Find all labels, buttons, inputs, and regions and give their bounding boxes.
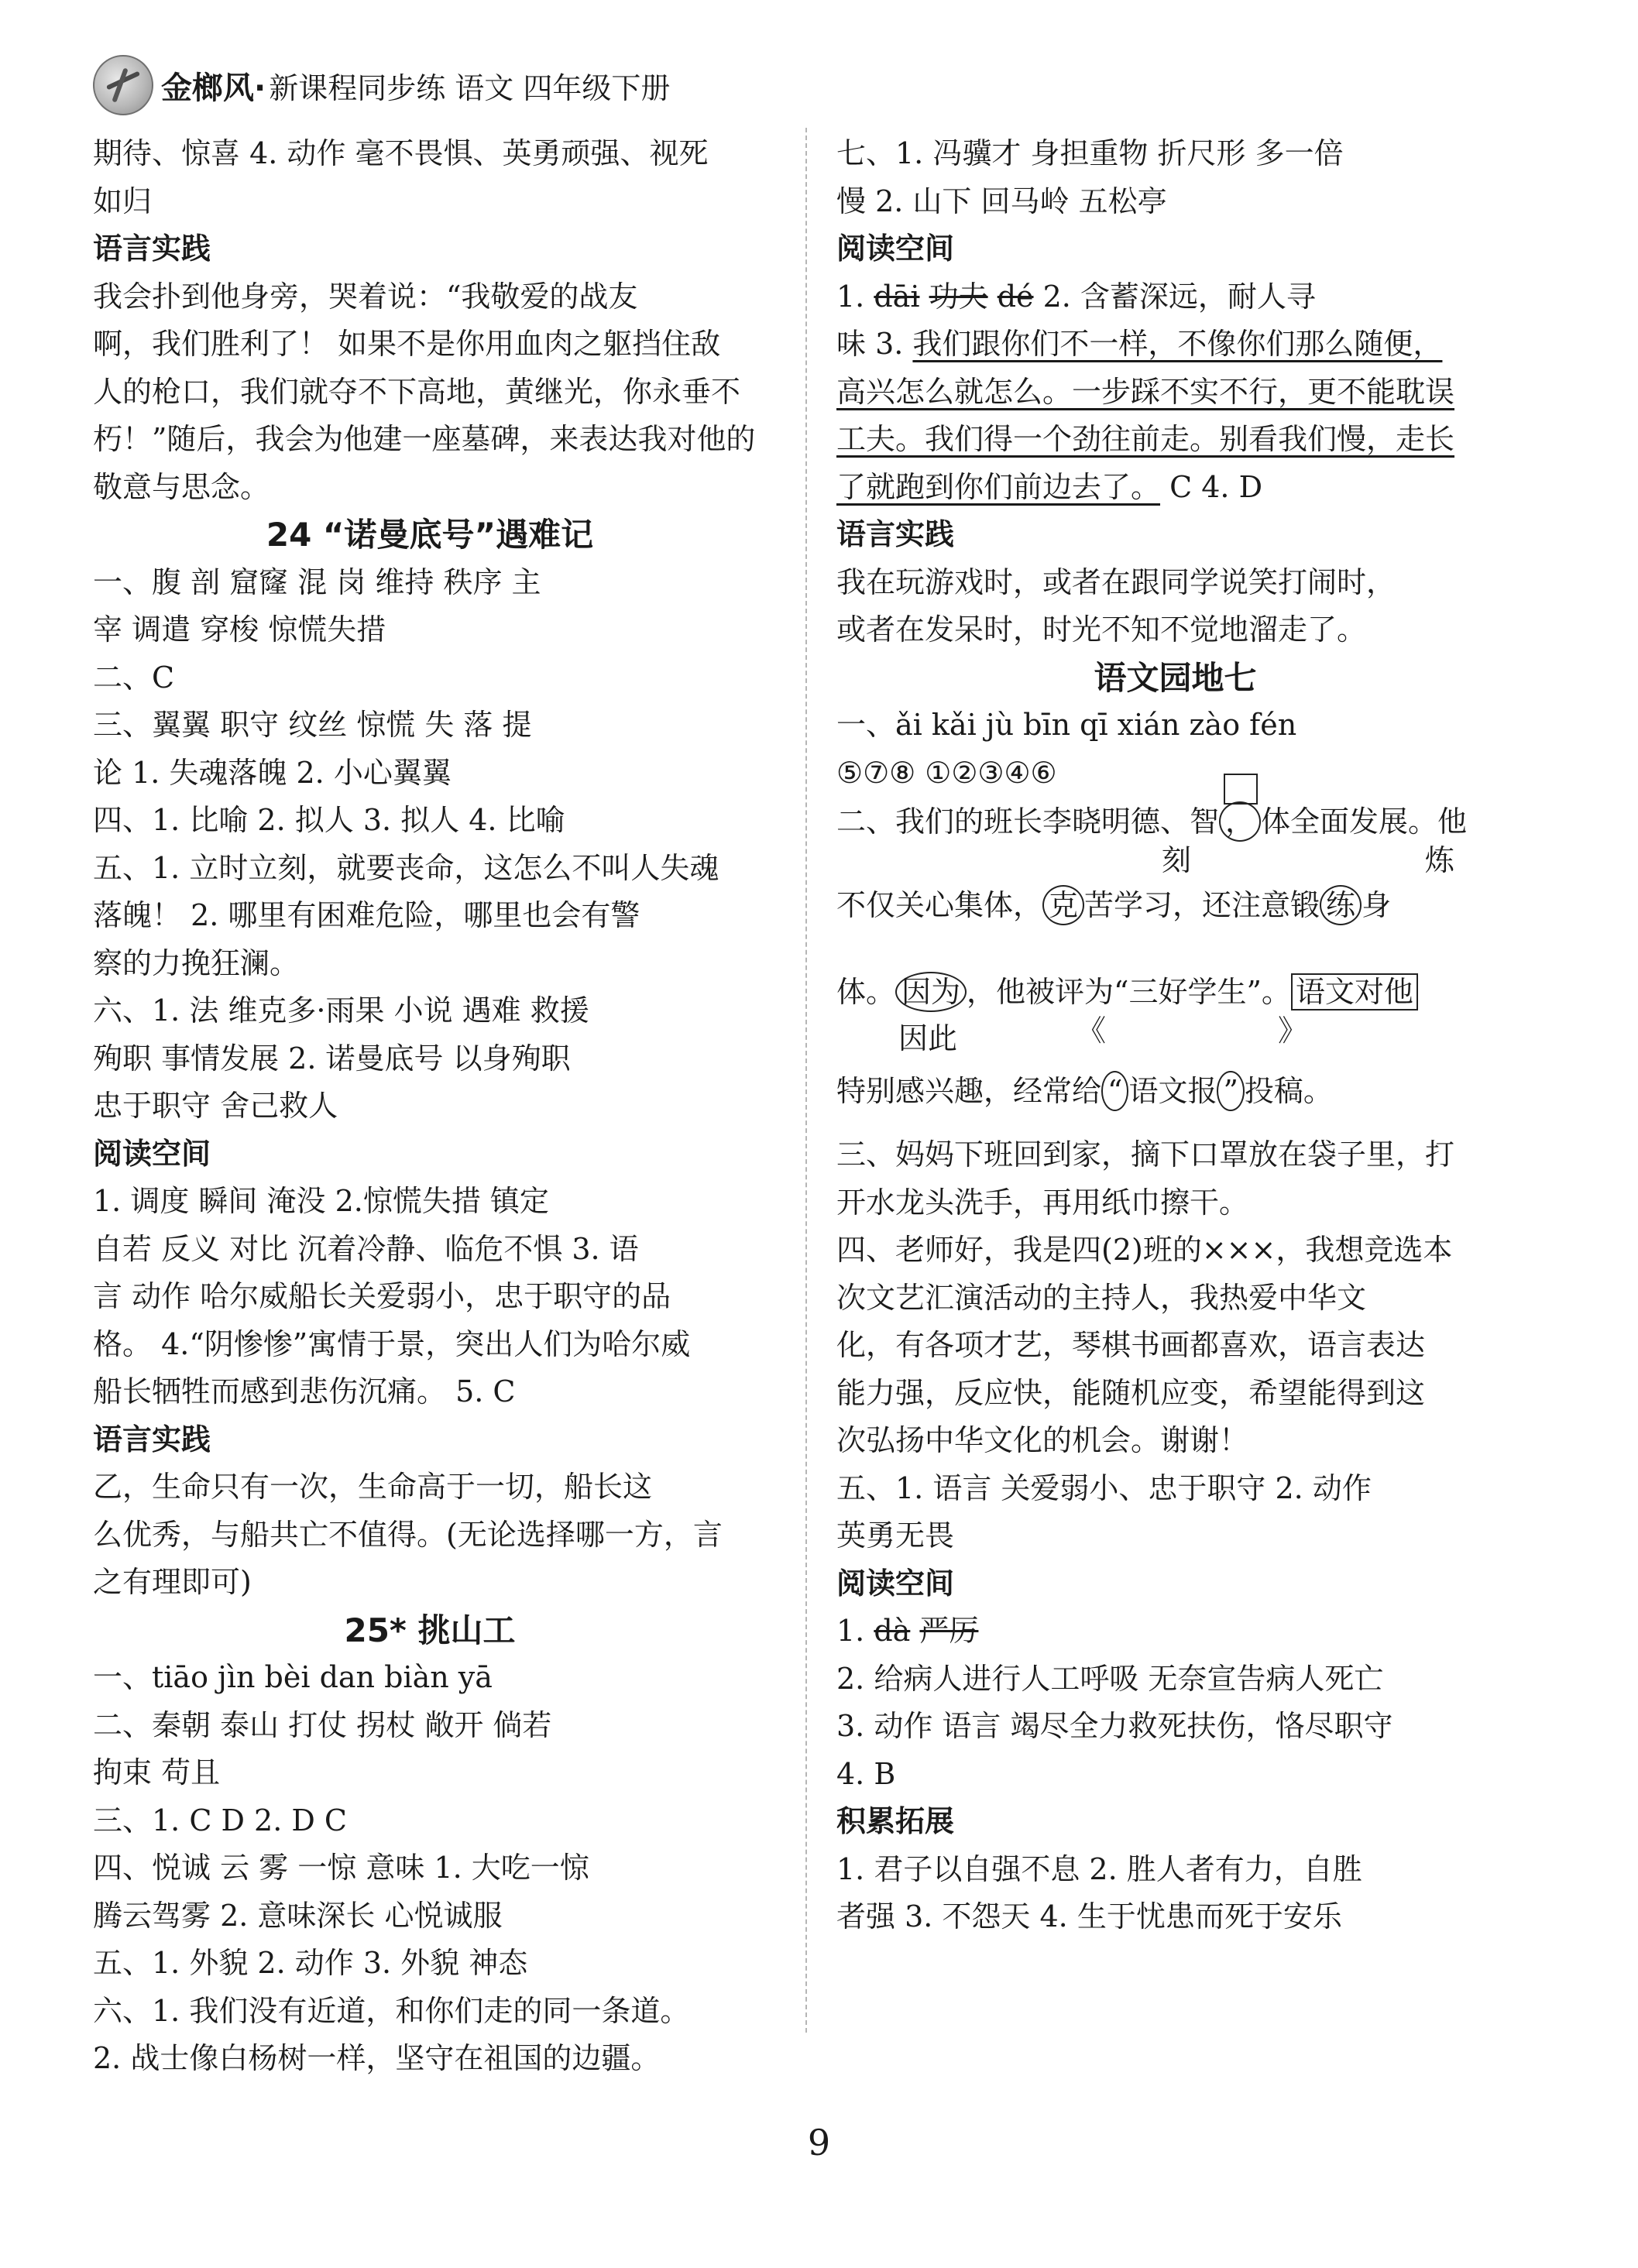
corrected-character-mark: 克	[1042, 885, 1084, 925]
line-part: 苦学习，还注意锻	[1084, 888, 1320, 922]
line-part: 1.	[836, 279, 874, 314]
inserted-quote-mark: ”	[1217, 1071, 1244, 1111]
text-line: 三、翼翼 职守 纹丝 惊慌 失 落 提	[93, 708, 532, 742]
text-line: 1. 调度 瞬间 淹没 2.惊慌失措 镇定	[93, 1184, 549, 1218]
line-part: 不仅关心集体，	[836, 888, 1043, 922]
text-line	[836, 798, 1467, 846]
line-part: 身	[1362, 888, 1392, 922]
text-line: 五、1. 外貌 2. 动作 3. 外貌 神态	[93, 1946, 528, 1980]
swap-order-mark: 语文对他	[1291, 973, 1418, 1010]
lesson-title: 24 “诺曼底号”遇难记	[266, 516, 594, 554]
struck-pinyin: dāi	[874, 279, 920, 314]
text-line: 2. 给病人进行人工呼吸 无奈宣告病人死亡	[836, 1661, 1384, 1696]
text-line: 敬意与思念。	[93, 469, 270, 504]
left-column	[93, 130, 767, 2083]
lesson-title: 25* 挑山工	[344, 1611, 516, 1649]
text-line	[836, 1068, 1333, 1116]
line-part: 特别感兴趣，经常给	[836, 1074, 1102, 1108]
lesson-title: 语文园地七	[1094, 658, 1257, 697]
text-line: ⑤⑦⑧ ①②③④⑥	[836, 755, 1057, 790]
text-line: 我在玩游戏时，或者在跟同学说笑打闹时，	[836, 564, 1396, 599]
inserted-character: 《	[1077, 1014, 1107, 1048]
text-line: 格。 4.“阴惨惨”寓情于景，突出人们为哈尔威	[93, 1326, 691, 1361]
text-line	[836, 464, 1514, 512]
proofreading-exercise	[836, 797, 1514, 1131]
struck-pinyin: dé	[997, 279, 1034, 314]
section-heading: 语言实践	[93, 232, 211, 266]
text-line: 论 1. 失魂落魄 2. 小心翼翼	[93, 755, 452, 790]
text-line: 1. 君子以自强不息 2. 胜人者有力，自胜	[836, 1851, 1362, 1886]
text-line: 或者在发呆时，时光不知不觉地溜走了。	[836, 612, 1367, 647]
section-heading: 阅读空间	[93, 1136, 211, 1171]
text-line	[836, 273, 1514, 321]
text-line: 拘束 苟且	[93, 1755, 221, 1789]
column-divider	[805, 128, 807, 2033]
corrected-character-mark: 练	[1320, 885, 1362, 925]
text-line: 者强 3. 不怨天 4. 生于忧患而死于安乐	[836, 1899, 1342, 1933]
text-line	[836, 969, 1418, 1017]
text-line: 六、1. 法 维克多·雨果 小说 遇难 救援	[93, 993, 589, 1028]
text-line: 一、腹 剖 窟窿 混 岗 维持 秩序 主	[93, 564, 541, 599]
brand-name: 金榔风·	[161, 70, 266, 106]
inserted-character: 》	[1278, 1014, 1308, 1048]
section-heading: 阅读空间	[836, 1566, 955, 1601]
line-part: C 4. D	[1160, 469, 1263, 504]
text-line: 腾云驾雾 2. 意味深长 心悦诚服	[93, 1898, 503, 1933]
text-line: 开水龙头洗手，再用纸巾擦干。	[836, 1185, 1249, 1220]
underlined-answer: 了就跑到你们前边去了。	[836, 469, 1161, 504]
inserted-word: 因此	[898, 1021, 958, 1055]
struck-word: 功夫	[929, 279, 988, 314]
line-part	[988, 280, 998, 314]
struck-pinyin: dà	[874, 1614, 911, 1648]
insert-box-mark	[1224, 774, 1258, 805]
line-part	[919, 280, 929, 314]
inserted-character: 炼	[1425, 843, 1455, 877]
page-header	[93, 54, 670, 116]
text-line: 英勇无畏	[836, 1518, 955, 1553]
section-heading: 语言实践	[93, 1422, 211, 1457]
text-line: 言 动作 哈尔威船长关爱弱小，忠于职守的品	[93, 1279, 671, 1313]
text-line: 乙，生命只有一次，生命高于一切，船长这	[93, 1470, 653, 1504]
underlined-answer: 高兴怎么就怎么。一步踩不实不行，更不能耽误	[836, 374, 1455, 409]
text-line: 之有理即可)	[93, 1565, 252, 1599]
line-part: 味 3.	[836, 327, 913, 361]
text-line: 二、秦朝 泰山 打仗 拐杖 敞开 倘若	[93, 1707, 552, 1742]
right-column	[836, 130, 1514, 1941]
underlined-answer: 工夫。我们得一个劲往前走。别看我们慢，走长	[836, 422, 1455, 456]
section-heading: 语言实践	[836, 517, 955, 551]
text-line: 一、tiāo jìn bèi dan biàn yā	[93, 1660, 493, 1694]
text-line: 四、1. 比喻 2. 拟人 3. 拟人 4. 比喻	[93, 803, 565, 837]
line-part: 体。	[836, 975, 896, 1009]
text-line: 四、悦诚 云 雾 一惊 意味 1. 大吃一惊	[93, 1851, 589, 1885]
text-line: 化，有各项才艺，琴棋书画都喜欢，语言表达	[836, 1328, 1426, 1362]
line-part: 体全面发展。他	[1261, 805, 1468, 839]
line-part: ，他被评为“三好学生”。	[967, 975, 1291, 1009]
text-line: 2. 战士像白杨树一样，坚守在祖国的边疆。	[93, 2041, 661, 2075]
underlined-answer: 我们跟你们不一样，不像你们那么随便，	[912, 327, 1443, 361]
corrected-word-mark: 因为	[895, 972, 967, 1012]
text-line: 次弘扬中华文化的机会。谢谢！	[836, 1423, 1249, 1457]
text-line: 五、1. 语言 关爱弱小、忠于职守 2. 动作	[836, 1470, 1372, 1505]
text-line: 慢 2. 山下 回马岭 五松亭	[836, 184, 1167, 218]
book-subtitle: 新课程同步练 语文 四年级下册	[269, 70, 671, 105]
text-line: 么优秀，与船共亡不值得。(无论选择哪一方，言	[93, 1517, 723, 1552]
text-line: 忠于职守 舍己救人	[93, 1089, 338, 1123]
text-line: 五、1. 立时立刻，就要丧命，这怎么不叫人失魂	[93, 850, 719, 885]
text-line: 能力强，反应快，能随机应变，希望能得到这	[836, 1375, 1426, 1410]
line-part	[910, 1614, 919, 1648]
text-line: 七、1. 冯骥才 身担重物 折尺形 多一倍	[836, 136, 1344, 170]
text-line: 人的枪口，我们就夺不下高地，黄继光，你永垂不	[93, 374, 741, 409]
text-line	[836, 1608, 1514, 1656]
line-part: 投稿。	[1244, 1074, 1333, 1108]
text-line: 四、老师好，我是四(2)班的×××，我想竞选本	[836, 1233, 1453, 1267]
text-line: 一、ǎi kǎi jù bīn qī xián zào fén	[836, 708, 1297, 742]
text-line: 殉职 事情发展 2. 诺曼底号 以身殉职	[93, 1041, 571, 1076]
text-line: 三、妈妈下班回到家，摘下口罩放在袋子里，打	[836, 1137, 1455, 1172]
text-line: 如归	[93, 184, 153, 218]
text-line: 落魄！ 2. 哪里有困难危险，哪里也会有警	[93, 898, 640, 932]
inserted-quote-mark: “	[1101, 1071, 1128, 1111]
line-part: 语文报	[1128, 1074, 1217, 1108]
text-line: 期待、惊喜 4. 动作 毫不畏惧、英勇顽强、视死	[93, 136, 709, 170]
text-line: 察的力挽狂澜。	[93, 945, 300, 980]
line-part: 二、我们的班长李晓明德、智	[836, 805, 1220, 839]
section-heading: 积累拓展	[836, 1804, 955, 1838]
text-line	[836, 882, 1391, 930]
text-line: 宰 调遣 穿梭 惊慌失措	[93, 612, 386, 647]
inserted-comma-mark: ，	[1219, 801, 1261, 842]
struck-word: 严厉	[919, 1614, 979, 1648]
text-line: 朽！”随后，我会为他建一座墓碑，来表达我对他的	[93, 422, 756, 456]
text-line: 船长牺牲而感到悲伤沉痛。 5. C	[93, 1374, 516, 1408]
page-number: 9	[807, 2122, 831, 2163]
text-line: 我会扑到他身旁，哭着说：“我敬爱的战友	[93, 279, 638, 314]
text-line	[836, 321, 1514, 369]
section-heading: 阅读空间	[836, 232, 955, 266]
text-line: 啊，我们胜利了！ 如果不是你用血肉之躯挡住敌	[93, 327, 721, 361]
text-line: 4. B	[836, 1756, 896, 1791]
text-line: 次文艺汇演活动的主持人，我热爱中华文	[836, 1280, 1367, 1315]
text-line: 自若 反义 对比 沉着冷静、临危不惧 3. 语	[93, 1231, 639, 1266]
line-part: 2. 含蓄深远，耐人寻	[1033, 279, 1316, 314]
text-line: 六、1. 我们没有近道，和你们走的同一条道。	[93, 1993, 690, 2028]
text-line: 二、C	[93, 660, 175, 695]
inserted-character: 刻	[1162, 843, 1192, 877]
text-line: 三、1. C D 2. D C	[93, 1803, 347, 1837]
line-part: 1.	[836, 1614, 874, 1648]
publisher-logo-icon	[93, 55, 153, 115]
text-line: 3. 动作 语言 竭尽全力救死扶伤，恪尽职守	[836, 1709, 1393, 1743]
